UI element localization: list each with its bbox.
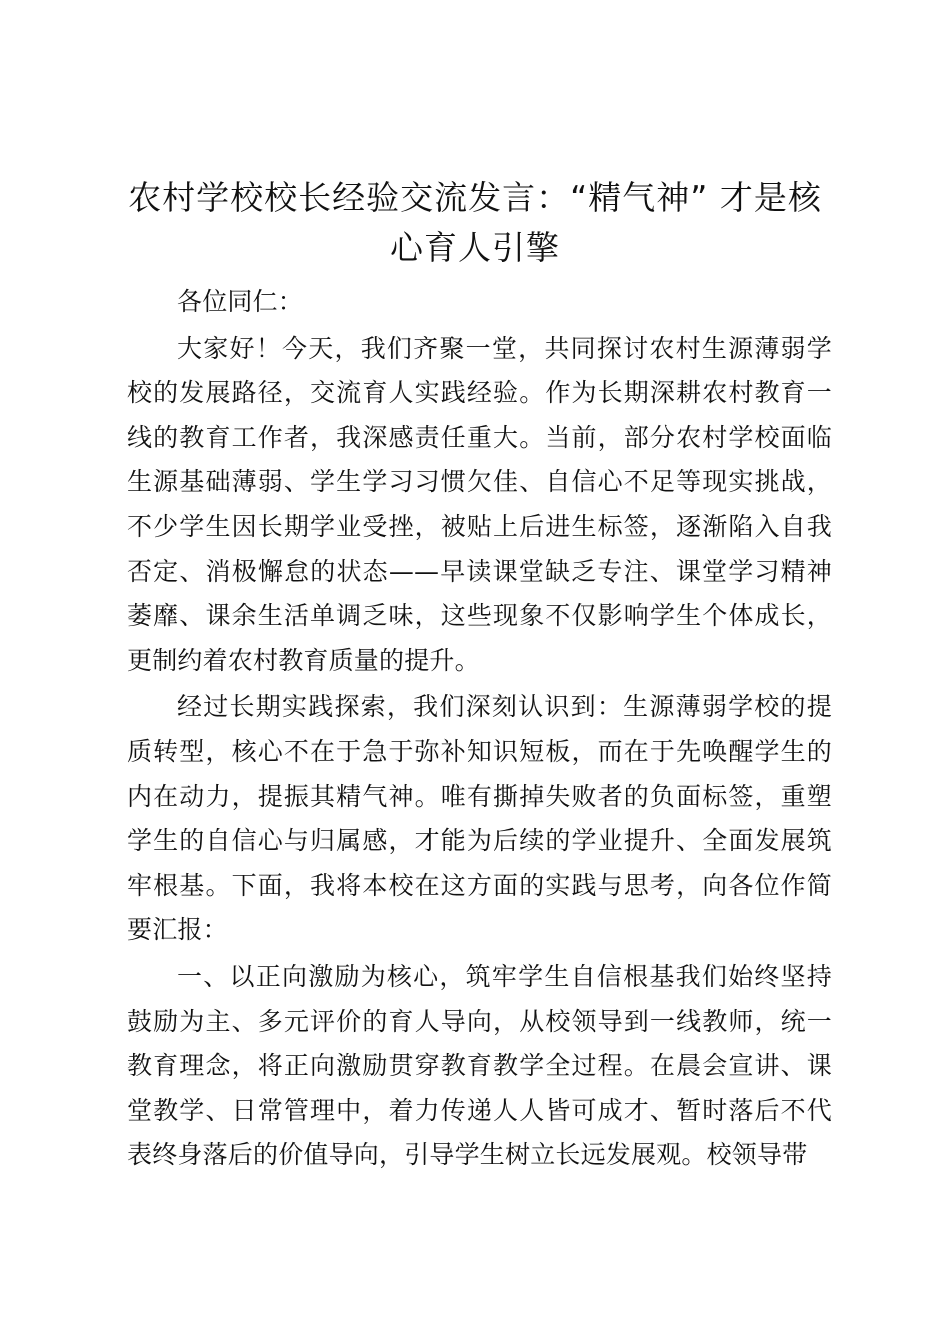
insight-paragraph: 经过长期实践探索，我们深刻认识到：生源薄弱学校的提质转型，核心不在于急于弥补知识短板，而在于先唤醒学生的内在动力，提振其精气神。唯有撕掉失败者的负面标签，重塑学生的自信心与归属感，才能为后续的学业提升、全面发展筑牢根基。下面，我将本校在这方面的实践与思考，向各位作简要汇报： <box>127 692 832 945</box>
document-body <box>127 280 832 1178</box>
opening-paragraph: 大家好！今天，我们齐聚一堂，共同探讨农村生源薄弱学校的发展路径，交流育人实践经验。作为长期深耕农村教育一线的教育工作者，我深感责任重大。当前，部分农村学校面临生源基础薄弱、学生学习习惯欠佳、自信心不足等现实挑战，不少学生因长期学业受挫，被贴上后进生标签，逐渐陷入自我否定、消极懈怠的状态——早读课堂缺乏专注、课堂学习精神萎靡、课余生活单调乏味，这些现象不仅影响学生个体成长，更制约着农村教育质量的提升。 <box>127 333 832 675</box>
document-title: 农村学校校长经验交流发言：“精气神” 才是核心育人引擎 <box>128 178 822 267</box>
salutation-paragraph: 各位同仁： <box>177 287 304 316</box>
section-one-paragraph: 一、以正向激励为核心，筑牢学生自信根基我们始终坚持鼓励为主、多元评价的育人导向，从校领导到一线教师，统一教育理念，将正向激励贯穿教育教学全过程。在晨会宣讲、课堂教学、日常管理中，着力传递人人皆可成才、暂时落后不代表终身落后的价值导向，引导学生树立长远发展观。校领导带 <box>127 961 832 1170</box>
